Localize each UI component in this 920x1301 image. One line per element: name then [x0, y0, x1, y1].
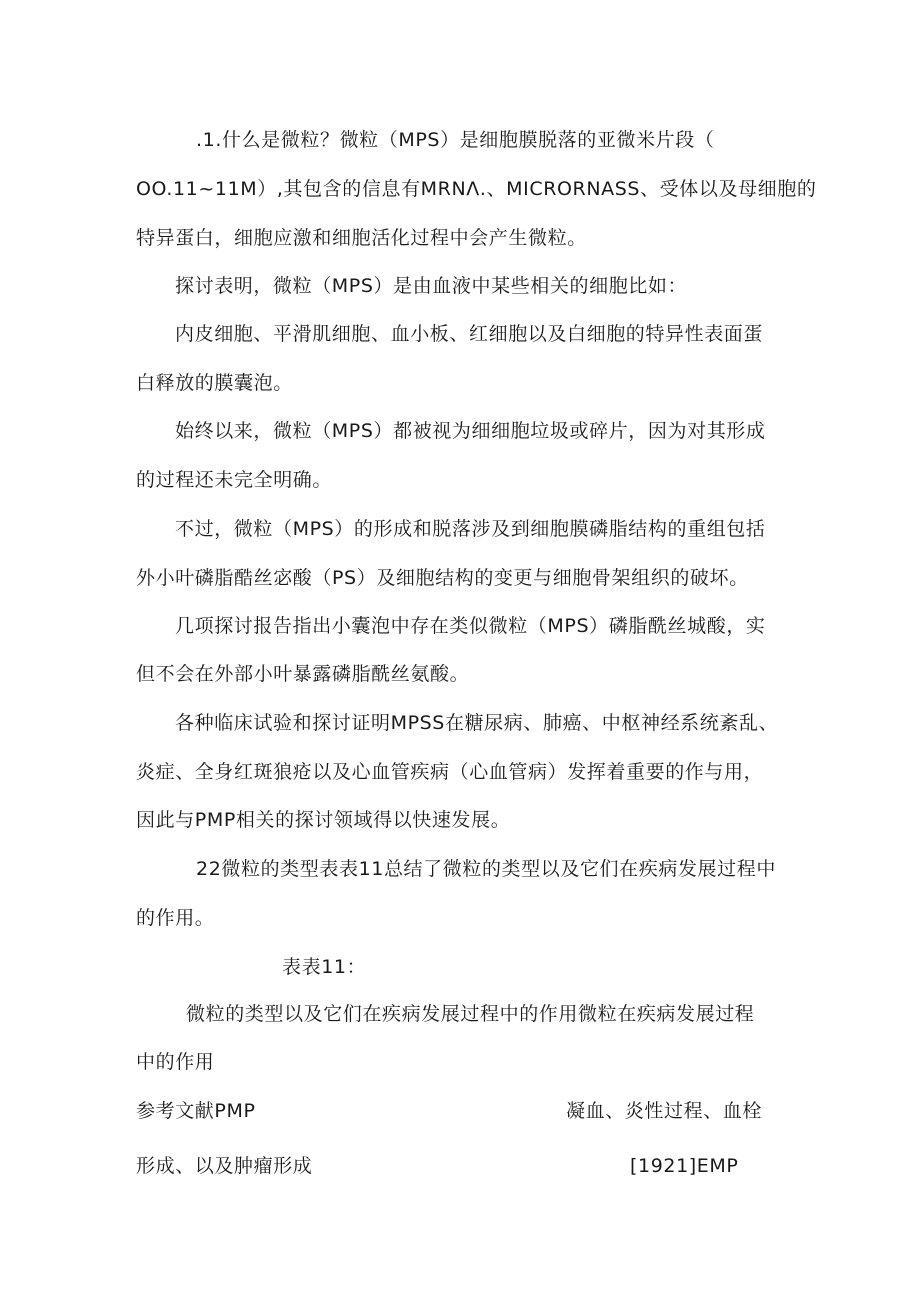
table-caption: 表表11：: [282, 956, 367, 978]
table-row-2-right: [1921]EMP: [630, 1155, 739, 1177]
paragraph-7-line-3: 因此与PMP相关的探讨领域得以快速发展。: [136, 809, 511, 831]
paragraph-4-line-1: 始终以来，微粒（MPS）都被视为细细胞垃圾或碎片，因为对其形成: [175, 420, 766, 442]
paragraph-3-line-1: 内皮细胞、平滑肌细胞、血小板、红细胞以及白细胞的特异性表面蛋: [175, 323, 764, 345]
paragraph-5-line-1: 不过，微粒（MPS）的形成和脱落涉及到细胞膜磷脂结构的重组包括: [175, 518, 766, 540]
table-row-1-right: 凝血、炎性过程、血栓: [566, 1100, 763, 1122]
paragraph-1-line-1: .1.什么是微粒？微粒（MPS）是细胞膜脱落的亚微米片段（: [196, 129, 715, 151]
paragraph-4-line-2: 的过程还未完全明确。: [136, 469, 333, 491]
paragraph-5-line-2: 外小叶磷脂酷丝宓酸（PS）及细胞结构的变更与细胞骨架组织的破坏。: [136, 567, 749, 589]
table-row-2-left: 形成、以及肿瘤形成: [136, 1155, 313, 1177]
paragraph-1-line-3: 特异蛋白，细胞应激和细胞活化过程中会产生微粒。: [136, 227, 587, 249]
table-description-line-2: 中的作用: [136, 1051, 215, 1073]
paragraph-6-line-1: 几项探讨报告指出小囊泡中存在类似微粒（MPS）磷脂酰丝城酸，实: [175, 615, 766, 637]
paragraph-3-line-2: 白释放的膜囊泡。: [136, 372, 293, 394]
paragraph-8-line-1: 22微粒的类型表表11总结了微粒的类型以及它们在疾病发展过程中: [196, 858, 776, 880]
paragraph-1-line-2: OO.11~11M）,其包含的信息有MRNΛ.、MICRORNASS、受体以及母细胞的: [136, 178, 817, 200]
paragraph-7-line-1: 各种临床试验和探讨证明MPSS在糖尿病、肺癌、中枢神经系统紊乱、: [175, 712, 779, 734]
paragraph-6-line-2: 但不会在外部小叶暴露磷脂酰丝氨酸。: [136, 663, 470, 685]
table-row-1-left: 参考文献PMP: [136, 1100, 256, 1122]
paragraph-8-line-2: 的作用。: [136, 907, 215, 929]
paragraph-7-line-2: 炎症、全身红斑狼疮以及心血管疾病（心血管病）发挥着重要的作与用，: [136, 761, 764, 783]
paragraph-2-line-1: 探讨表明，微粒（MPS）是由血液中某些相关的细胞比如：: [175, 275, 688, 297]
table-description-line-1: 微粒的类型以及它们在疾病发展过程中的作用微粒在疾病发展过程: [186, 1003, 755, 1025]
